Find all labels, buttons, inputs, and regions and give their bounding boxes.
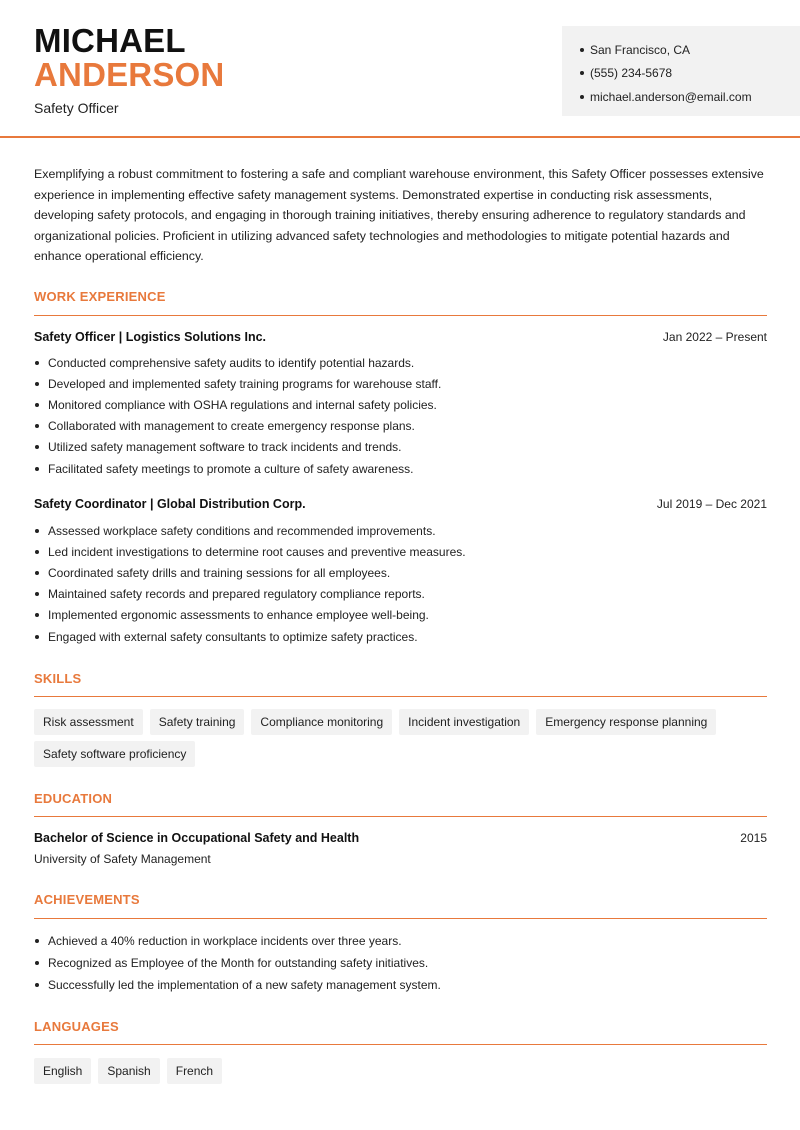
- summary-paragraph: Exemplifying a robust commitment to fostering a safe and compliant warehouse environment, this Safety Officer possesses extensive experience in implementing effective safety management systems. Demonstrated expertise in conducting risk assessments, developing safety protocols, and engaging in thorough training initiatives, thereby ensuring adherence to regulatory standards and organizational policies. Proficient in utilizing advanced safety technologies and methodologies to mitigate potential hazards and enhance operational efficiency.: [34, 167, 764, 263]
- job-role: Safety Officer | Logistics Solutions Inc.: [34, 330, 267, 344]
- section-title-work-experience: WORK EXPERIENCE: [34, 289, 166, 304]
- language-chip: English: [34, 1058, 91, 1084]
- job-bullets: [34, 520, 767, 647]
- job-role: Safety Coordinator | Global Distribution Corp.: [34, 497, 306, 511]
- job-header: [34, 497, 767, 511]
- job-dates: Jan 2022 – Present: [662, 330, 767, 344]
- candidate-name: [34, 24, 224, 92]
- skill-chip: Incident investigation: [399, 709, 529, 735]
- list-item: Monitored compliance with OSHA regulations and internal safety policies.: [34, 394, 767, 415]
- bullet-icon: [580, 48, 584, 52]
- list-item: Engaged with external safety consultants to optimize safety practices.: [34, 626, 767, 647]
- list-item: Collaborated with management to create emergency response plans.: [34, 416, 767, 437]
- skill-chip: Safety software proficiency: [34, 741, 195, 767]
- skill-chip: Risk assessment: [34, 709, 143, 735]
- list-item: Recognized as Employee of the Month for outstanding safety initiatives.: [34, 952, 767, 974]
- languages-list: [34, 1058, 767, 1090]
- skills-list: [34, 709, 767, 773]
- list-item: Implemented ergonomic assessments to enhance employee well-being.: [34, 605, 767, 626]
- bullet-icon: [580, 71, 584, 75]
- list-item: Facilitated safety meetings to promote a culture of safety awareness.: [34, 458, 767, 479]
- job-dates: Jul 2019 – Dec 2021: [656, 497, 767, 511]
- contact-phone-text: (555) 234-5678: [590, 66, 673, 81]
- list-item: Led incident investigations to determine root causes and preventive measures.: [34, 541, 767, 562]
- contact-location-text: San Francisco, CA: [590, 42, 691, 57]
- bullet-icon: [580, 95, 584, 99]
- contact-phone: [580, 62, 800, 86]
- skill-chip: Compliance monitoring: [251, 709, 392, 735]
- section-divider: [34, 816, 767, 817]
- achievements-list: [34, 930, 767, 996]
- list-item: Utilized safety management software to track incidents and trends.: [34, 437, 767, 458]
- last-name: ANDERSON: [34, 56, 225, 93]
- section-title-skills: SKILLS: [34, 671, 82, 686]
- language-chip: Spanish: [98, 1058, 159, 1084]
- language-chip: French: [167, 1058, 222, 1084]
- section-title-languages: LANGUAGES: [34, 1019, 119, 1034]
- list-item: Maintained safety records and prepared regulatory compliance reports.: [34, 584, 767, 605]
- section-divider: [34, 1044, 767, 1045]
- section-title-achievements: ACHIEVEMENTS: [34, 892, 140, 907]
- section-divider: [34, 696, 767, 697]
- graduation-year: 2015: [740, 831, 767, 845]
- job-bullets: [34, 352, 767, 479]
- section-divider: [34, 315, 767, 316]
- section-title-education: EDUCATION: [34, 791, 113, 806]
- list-item: Achieved a 40% reduction in workplace incidents over three years.: [34, 930, 767, 952]
- education-header: [34, 831, 767, 845]
- list-item: Successfully led the implementation of a new safety management system.: [34, 974, 767, 996]
- list-item: Assessed workplace safety conditions and recommended improvements.: [34, 520, 767, 541]
- list-item: Conducted comprehensive safety audits to identify potential hazards.: [34, 352, 767, 373]
- first-name: MICHAEL: [34, 22, 186, 59]
- degree: Bachelor of Science in Occupational Safety and Health: [34, 831, 360, 845]
- contact-box: [562, 26, 800, 116]
- contact-email: [580, 85, 800, 109]
- skill-chip: Emergency response planning: [536, 709, 716, 735]
- list-item: Developed and implemented safety training programs for warehouse staff.: [34, 373, 767, 394]
- contact-email-text: michael.anderson@email.com: [590, 89, 752, 104]
- skill-chip: Safety training: [150, 709, 245, 735]
- contact-location: [580, 38, 800, 62]
- school-name: University of Safety Management: [34, 852, 211, 866]
- job-title: Safety Officer: [34, 100, 119, 116]
- section-divider: [34, 918, 767, 919]
- list-item: Coordinated safety drills and training sessions for all employees.: [34, 562, 767, 583]
- resume-header: [0, 0, 800, 138]
- job-header: [34, 330, 767, 344]
